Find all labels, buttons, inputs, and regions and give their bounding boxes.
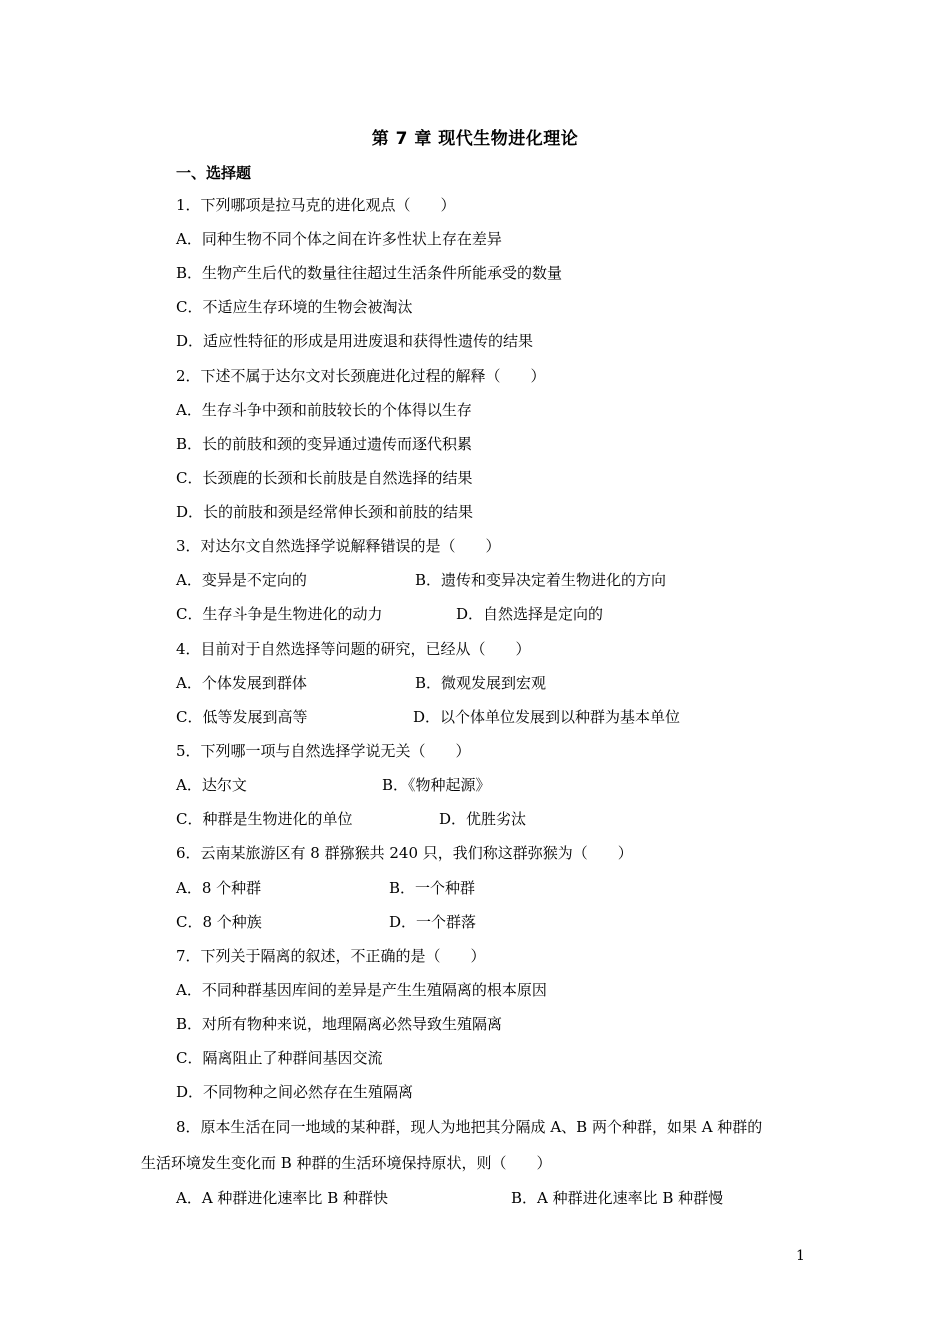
question-2-stem: 2．下述不属于达尔文对长颈鹿进化过程的解释（ ） — [176, 367, 546, 385]
question-2-option-d: D．长的前肢和颈是经常伸长颈和前肢的结果 — [176, 503, 474, 521]
question-4-stem: 4．目前对于自然选择等问题的研究，已经从（ ） — [176, 640, 531, 658]
question-6-option-d: D．一个群落 — [389, 913, 477, 931]
question-3-option-d: D．自然选择是定向的 — [456, 605, 604, 623]
question-4-option-b: B．微观发展到宏观 — [415, 674, 547, 692]
question-1-option-d: D．适应性特征的形成是用进废退和获得性遗传的结果 — [176, 332, 534, 350]
question-4-option-a: A．个体发展到群体 — [176, 674, 307, 692]
question-8-option-a: A．A 种群进化速率比 B 种群快 — [176, 1189, 388, 1207]
question-7-option-c: C．隔离阻止了种群间基因交流 — [176, 1049, 383, 1067]
question-5-stem: 5．下列哪一项与自然选择学说无关（ ） — [176, 742, 471, 760]
question-1-option-c: C．不适应生存环境的生物会被淘汰 — [176, 298, 413, 316]
question-7-option-b: B．对所有物种来说，地理隔离必然导致生殖隔离 — [176, 1015, 503, 1033]
question-7-option-a: A．不同种群基因库间的差异是产生生殖隔离的根本原因 — [176, 981, 547, 999]
page-number: 1 — [796, 1248, 805, 1264]
question-5-option-b: B．《物种起源》 — [382, 776, 491, 794]
chapter-title: 第 7 章 现代生物进化理论 — [371, 129, 579, 149]
question-6-option-a: A．8 个种群 — [176, 879, 262, 897]
question-8-option-b: B．A 种群进化速率比 B 种群慢 — [511, 1189, 724, 1207]
question-2-option-b: B．长的前肢和颈的变异通过遗传而逐代积累 — [176, 435, 473, 453]
question-1-option-b: B．生物产生后代的数量往往超过生活条件所能承受的数量 — [176, 264, 563, 282]
question-4-option-c: C．低等发展到高等 — [176, 708, 308, 726]
question-8-stem-line-1: 8．原本生活在同一地域的某种群，现人为地把其分隔成 A、B 两个种群，如果 A 种群的 — [176, 1118, 763, 1136]
question-2-option-a: A．生存斗争中颈和前肢较长的个体得以生存 — [176, 401, 472, 419]
question-8-stem-line-2: 生活环境发生变化而 B 种群的生活环境保持原状，则（ ） — [141, 1154, 552, 1172]
question-7-option-d: D．不同物种之间必然存在生殖隔离 — [176, 1083, 414, 1101]
question-3-option-a: A．变异是不定向的 — [176, 571, 307, 589]
question-6-stem: 6．云南某旅游区有 8 群猕猴共 240 只，我们称这群弥猴为（ ） — [176, 844, 633, 862]
section-heading: 一、选择题 — [176, 164, 252, 182]
question-5-option-a: A．达尔文 — [176, 776, 247, 794]
question-4-option-d: D．以个体单位发展到以种群为基本单位 — [413, 708, 681, 726]
question-6-option-c: C．8 个种族 — [176, 913, 262, 931]
question-5-option-c: C．种群是生物进化的单位 — [176, 810, 353, 828]
question-3-option-c: C．生存斗争是生物进化的动力 — [176, 605, 383, 623]
question-1-option-a: A．同种生物不同个体之间在许多性状上存在差异 — [176, 230, 502, 248]
question-1-stem: 1．下列哪项是拉马克的进化观点（ ） — [176, 196, 456, 214]
question-6-option-b: B．一个种群 — [389, 879, 476, 897]
question-2-option-c: C．长颈鹿的长颈和长前肢是自然选择的结果 — [176, 469, 473, 487]
question-7-stem: 7．下列关于隔离的叙述，不正确的是（ ） — [176, 947, 486, 965]
question-3-stem: 3．对达尔文自然选择学说解释错误的是（ ） — [176, 537, 501, 555]
question-3-option-b: B．遗传和变异决定着生物进化的方向 — [415, 571, 667, 589]
question-5-option-d: D．优胜劣汰 — [439, 810, 527, 828]
